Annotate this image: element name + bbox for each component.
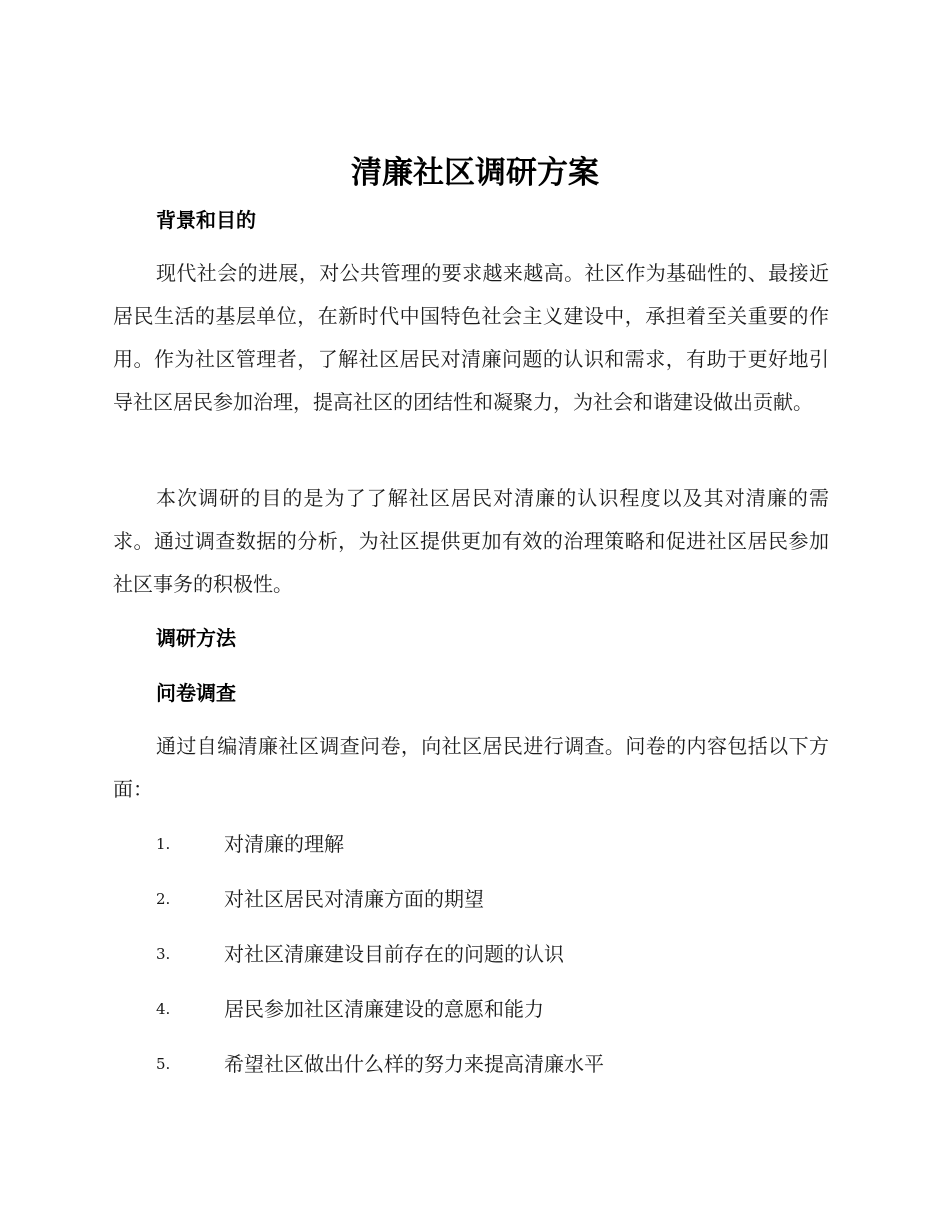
list-item-number: 2. xyxy=(156,890,171,908)
list-item xyxy=(0,987,950,1042)
list-item-number: 5. xyxy=(156,1055,171,1073)
list-item-text: 对社区居民对清廉方面的期望 xyxy=(224,887,484,911)
list-item xyxy=(0,932,950,987)
page-title: 清廉社区调研方案 xyxy=(351,155,599,191)
list-item-number: 3. xyxy=(156,945,171,963)
subsection-heading-questionnaire: 问卷调查 xyxy=(156,681,236,705)
list-item-text: 对清廉的理解 xyxy=(224,832,344,856)
list-item xyxy=(0,877,950,932)
questionnaire-topics-list xyxy=(0,822,950,1097)
list-item-text: 希望社区做出什么样的努力来提高清廉水平 xyxy=(224,1052,604,1076)
list-item-number: 1. xyxy=(156,835,171,853)
paragraph-background: 现代社会的进展，对公共管理的要求越来越高。社区作为基础性的、最接近居民生活的基层单位，在新时代中国特色社会主义建设中，承担着至关重要的作用。作为社区管理者，了解社区居民对清廉问题的认识和需求，有助于更好地引导社区居民参加治理，提高社区的团结性和凝聚力，为社会和谐建设做出贡献。 xyxy=(113,261,829,414)
paragraph-purpose: 本次调研的目的是为了了解社区居民对清廉的认识程度以及其对清廉的需求。通过调查数据的分析，为社区提供更加有效的治理策略和促进社区居民参加社区事务的积极性。 xyxy=(113,486,829,596)
list-item-text: 居民参加社区清廉建设的意愿和能力 xyxy=(224,997,544,1021)
section-heading-background: 背景和目的 xyxy=(156,208,256,232)
paragraph-questionnaire-intro: 通过自编清廉社区调查问卷，向社区居民进行调查。问卷的内容包括以下方面： xyxy=(113,734,829,801)
list-item-number: 4. xyxy=(156,1000,171,1018)
list-item xyxy=(0,822,950,877)
list-item xyxy=(0,1042,950,1097)
list-item-text: 对社区清廉建设目前存在的问题的认识 xyxy=(224,942,564,966)
section-heading-method: 调研方法 xyxy=(156,626,236,650)
